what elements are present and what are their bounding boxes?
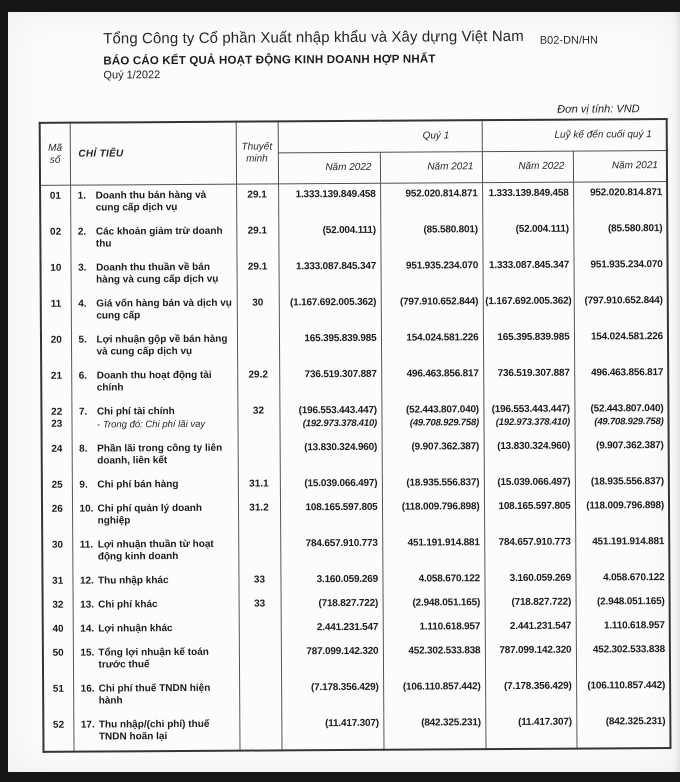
value-main: (13.830.324.960): [304, 441, 378, 454]
value-main: 108.165.597.805: [498, 500, 571, 513]
value-cell: [381, 363, 483, 400]
table-row: [40, 254, 667, 294]
value-main: 784.657.910.773: [305, 537, 378, 550]
row-code: [40, 222, 70, 258]
header-cum-year-2021: Năm 2021: [573, 151, 667, 183]
item-label: Lợi nhuận thuần từ hoạt động kinh doanh: [97, 538, 214, 563]
value-main: (15.039.066.497): [497, 476, 571, 489]
value-cell: [483, 327, 574, 364]
item-number: 15.: [80, 647, 95, 659]
value-main: (52.443.807.040): [405, 404, 479, 416]
value-cell: [279, 328, 381, 365]
value-main: (2.948.051.165): [412, 597, 481, 609]
value-cell: [280, 533, 382, 570]
value-main: 787.099.142.320: [499, 644, 572, 657]
item-label: Tổng lợi nhuận kế toán trước thuế: [98, 646, 209, 671]
item-line: [75, 719, 238, 744]
item-label: Chi phí thuế TNDN hiện hành: [98, 682, 211, 707]
row-note: [237, 328, 279, 364]
code-value: 40: [52, 623, 64, 635]
value-main: 496.463.856.817: [406, 368, 479, 380]
value-cell: [483, 399, 574, 437]
row-item: [72, 498, 238, 535]
value-main: 1.110.618.957: [603, 620, 665, 632]
value-cell: [484, 436, 575, 473]
value-main: (118.009.796.898): [401, 501, 480, 513]
row-item: [73, 642, 239, 679]
value-cell: [573, 182, 667, 219]
row-code: [42, 475, 72, 499]
value-main: (11.417.307): [325, 717, 379, 730]
row-item: [70, 221, 236, 258]
value-main: (718.827.722): [318, 597, 379, 610]
value-main: (797.910.652.844): [584, 295, 663, 307]
row-note: 33: [239, 593, 281, 617]
header-group-cumulative: Luỹ kế đến cuối quý 1: [482, 119, 667, 152]
value-main: 154.024.581.226: [406, 332, 479, 344]
value-sub: (49.708.929.758): [409, 417, 480, 429]
item-number: 5.: [78, 334, 87, 346]
code-value: 26: [51, 503, 63, 515]
item-number: 1.: [77, 190, 86, 202]
item-line: [74, 599, 237, 612]
value-main: (85.580.801): [607, 223, 663, 235]
value-main: 1.333.139.849.458: [488, 187, 569, 200]
header-q1-year-2022: Năm 2022: [278, 152, 380, 184]
table-row: [43, 639, 670, 679]
row-item: [71, 329, 237, 366]
value-main: 1.333.139.849.458: [295, 188, 376, 201]
form-code: B02-DN/HN: [539, 34, 598, 47]
value-cell: [576, 591, 670, 616]
value-main: 951.935.234.070: [590, 259, 663, 271]
item-label: Chi phí tài chính: [96, 406, 175, 418]
item-label: Chi phí quản lý doanh nghiệp: [97, 502, 203, 527]
value-cell: [485, 676, 576, 713]
code-value: 23: [51, 418, 63, 430]
value-cell: [380, 255, 482, 292]
value-main: (52.443.807.040): [590, 403, 664, 415]
value-main: (52.004.111): [322, 224, 376, 237]
table-row: [41, 290, 668, 330]
item-line: [74, 623, 237, 636]
code-value: 50: [52, 647, 64, 659]
header-cum-year-2022: Năm 2022: [482, 151, 573, 183]
code-value: 22: [51, 406, 63, 418]
value-cell: [575, 567, 669, 592]
table-row: [43, 711, 670, 752]
row-code: [43, 619, 73, 643]
value-cell: [485, 616, 576, 641]
item-label: Lợi nhuận khác: [98, 623, 173, 635]
value-cell: [281, 713, 383, 751]
value-cell: [576, 615, 670, 640]
row-item: [72, 570, 238, 595]
row-note: [238, 533, 280, 569]
value-cell: [280, 437, 382, 474]
item-label: Thu nhập/(chi phí) thuế TNDN hoãn lại: [98, 718, 210, 743]
value-cell: [280, 497, 382, 534]
value-cell: [278, 256, 380, 293]
row-note: [239, 713, 281, 750]
value-main: (118.009.796.898): [586, 500, 665, 512]
item-number: 14.: [80, 623, 95, 635]
value-cell: [482, 219, 573, 256]
value-cell: [575, 495, 669, 532]
value-main: (18.935.556.837): [590, 476, 664, 488]
item-number: 7.: [78, 406, 88, 418]
value-main: 2.441.231.547: [316, 621, 379, 634]
item-number: 8.: [79, 443, 88, 455]
value-main: (797.910.652.844): [399, 296, 479, 308]
item-number: 6.: [78, 370, 88, 382]
value-cell: [383, 640, 485, 677]
code-value: 32: [52, 599, 64, 611]
value-cell: [485, 640, 576, 677]
item-line: [74, 575, 237, 588]
value-main: 1.333.087.845.347: [296, 260, 377, 273]
table-row: [41, 326, 668, 366]
header-code: Mã số: [40, 123, 70, 186]
item-label: Thu nhập khác: [97, 575, 169, 587]
item-number: 10.: [79, 503, 94, 515]
row-code: [40, 185, 70, 222]
row-item: [73, 714, 239, 752]
value-cell: [279, 292, 381, 329]
value-main: 952.020.814.871: [405, 188, 478, 200]
value-main: 3.160.059.269: [316, 573, 378, 586]
value-main: 1.110.618.957: [419, 621, 481, 633]
table-row: [41, 362, 668, 402]
code-value: 01: [49, 190, 61, 202]
value-main: (15.039.066.497): [304, 477, 378, 490]
item-number: 3.: [78, 262, 87, 274]
value-cell: [382, 472, 484, 497]
value-cell: [381, 291, 483, 328]
code-value: 24: [51, 443, 63, 455]
table-row: [40, 182, 667, 222]
row-code: [41, 402, 71, 439]
row-item: [73, 678, 239, 715]
value-cell: [279, 364, 381, 401]
item-line: [74, 539, 237, 564]
value-main: (9.907.362.387): [596, 440, 664, 452]
value-main: (196.553.443.447): [491, 403, 570, 416]
code-value: 52: [53, 719, 65, 731]
row-note: 29.1: [236, 220, 278, 256]
code-value: 11: [50, 298, 62, 310]
value-main: 736.519.307.887: [497, 367, 570, 380]
row-code: [42, 439, 72, 475]
row-note: 31.1: [238, 473, 280, 497]
value-cell: [381, 327, 483, 364]
row-code: [42, 571, 72, 595]
value-cell: [482, 255, 573, 292]
value-sub: (192.973.378.410): [495, 416, 571, 429]
value-cell: [281, 593, 383, 618]
income-statement-table: [39, 118, 672, 753]
row-item: [71, 401, 237, 439]
row-code: [43, 679, 73, 715]
unit-label: Đơn vị tính: VND: [557, 103, 640, 116]
value-main: (2.948.051.165): [596, 596, 665, 608]
value-cell: [576, 711, 670, 749]
code-value: 21: [50, 370, 63, 382]
value-cell: [485, 712, 576, 750]
row-code: [41, 366, 71, 402]
row-code: [42, 535, 72, 571]
row-note: 29.1: [236, 256, 278, 292]
value-cell: [383, 592, 485, 617]
company-line: [103, 27, 680, 48]
code-value: 10: [50, 262, 62, 274]
item-label: Doanh thu bán hàng và cung cấp dịch vụ: [95, 189, 207, 214]
row-code: [41, 330, 71, 366]
item-label: Lợi nhuận gộp về bán hàng và cung cấp dịch vụ: [96, 333, 228, 358]
table-body: [40, 182, 670, 752]
value-cell: [383, 616, 485, 641]
value-cell: [574, 362, 668, 399]
value-cell: [482, 182, 573, 219]
row-note: [239, 677, 281, 713]
value-main: (718.827.722): [511, 596, 572, 608]
item-line: [72, 226, 235, 251]
value-cell: [280, 569, 382, 594]
row-note: 29.1: [236, 184, 278, 221]
value-main: 452.302.533.838: [592, 644, 665, 656]
item-label: Chi phí bán hàng: [97, 479, 179, 491]
code-value: 02: [49, 226, 62, 238]
value-cell: [380, 219, 482, 256]
table-row: [41, 398, 668, 439]
item-line: [72, 190, 235, 215]
item-label: Chi phí khác: [98, 599, 158, 611]
value-main: 451.191.914.881: [592, 536, 665, 548]
value-main: 4.058.670.122: [418, 573, 480, 585]
item-line: [72, 262, 235, 287]
item-line: [74, 647, 237, 672]
code-value: 25: [51, 479, 63, 491]
value-cell: [382, 496, 484, 533]
value-cell: [484, 472, 575, 497]
item-label: Doanh thu hoạt động tài chính: [96, 369, 212, 394]
row-item: [70, 184, 236, 222]
row-item: [72, 438, 238, 475]
item-label: Doanh thu thuần về bán hàng và cung cấp dịch vụ: [96, 261, 219, 286]
value-main: (106.110.857.442): [402, 681, 481, 693]
header-q1-year-2021: Năm 2021: [380, 152, 482, 184]
value-cell: [483, 363, 574, 400]
row-item: [73, 618, 239, 643]
value-main: (7.178.356.429): [503, 680, 572, 693]
header-row-groups: [40, 119, 667, 154]
value-cell: [281, 641, 383, 678]
value-main: (52.004.111): [515, 223, 569, 235]
value-main: (1.167.692.005.362): [485, 295, 572, 308]
value-main: 784.657.910.773: [498, 536, 571, 549]
row-item: [71, 293, 237, 330]
value-main: 165.395.839.985: [497, 331, 570, 344]
item-label: Các khoản giảm trừ doanh thu: [95, 225, 223, 250]
value-cell: [278, 183, 380, 220]
value-main: 1.333.087.845.347: [489, 259, 570, 272]
item-number: 2.: [77, 226, 87, 238]
value-main: (1.167.692.005.362): [289, 296, 377, 309]
value-cell: [573, 218, 667, 255]
code-value: 31: [52, 575, 64, 587]
value-cell: [484, 532, 575, 569]
value-main: (7.178.356.429): [310, 681, 379, 694]
row-item: [73, 594, 239, 619]
code-value: 51: [52, 683, 64, 695]
header-group-q1: Quý 1: [278, 120, 482, 153]
header-item: CHỈ TIÊU: [70, 122, 236, 186]
row-note: 29.2: [237, 364, 279, 400]
value-cell: [484, 568, 575, 593]
header-note: Thuyết minh: [236, 121, 278, 184]
item-line: [73, 479, 236, 492]
row-code: [40, 258, 70, 294]
row-code: [41, 294, 71, 330]
value-cell: [575, 531, 669, 568]
item-number: 17.: [80, 719, 95, 731]
value-main: (13.830.324.960): [497, 440, 571, 453]
item-line: [72, 334, 235, 359]
row-item: [72, 474, 238, 499]
value-cell: [281, 677, 383, 714]
value-main: 154.024.581.226: [590, 331, 664, 343]
value-cell: [382, 532, 484, 569]
value-cell: [484, 496, 575, 533]
table-row: [42, 435, 669, 475]
value-main: 165.395.839.985: [304, 332, 377, 345]
value-main: (18.935.556.837): [406, 477, 480, 489]
value-cell: [381, 399, 483, 437]
row-code: [43, 643, 73, 679]
value-main: 2.441.231.547: [509, 620, 572, 632]
row-code: [43, 595, 73, 619]
company-name: Tổng Công ty Cổ phần Xuất nhập khẩu và Xây dựng Việt Nam: [103, 27, 524, 48]
value-cell: [574, 290, 668, 327]
item-line: [73, 503, 236, 528]
value-cell: [574, 398, 668, 436]
value-cell: [380, 183, 482, 220]
row-note: 31.2: [238, 497, 280, 533]
row-note: 32: [237, 400, 279, 437]
value-sub: (49.708.929.758): [594, 416, 664, 428]
row-note: [239, 641, 281, 677]
row-note: 33: [238, 569, 280, 593]
value-main: (11.417.307): [518, 716, 572, 728]
value-cell: [279, 400, 381, 438]
row-item: [71, 365, 237, 402]
item-line: [73, 443, 236, 468]
value-cell: [278, 220, 380, 257]
code-value: 20: [50, 334, 62, 346]
row-code: [43, 715, 73, 752]
report-title: BÁO CÁO KẾT QUẢ HOẠT ĐỘNG KINH DOANH HỢP NHẤT: [103, 53, 436, 68]
item-label: Phần lãi trong công ty liên doanh, liên kết: [97, 442, 223, 467]
value-cell: [574, 326, 668, 363]
row-item: [72, 534, 238, 571]
document-page: [8, 12, 680, 772]
item-label: Giá vốn hàng bán và dịch vụ cung cấp: [96, 297, 232, 322]
item-number: 11.: [79, 539, 94, 551]
value-main: 451.191.914.881: [407, 537, 480, 549]
table-row: [40, 218, 667, 258]
table-row: [43, 675, 670, 715]
value-cell: [281, 617, 383, 642]
value-cell: [383, 712, 485, 750]
item-number: 13.: [80, 599, 95, 611]
item-line: [75, 683, 238, 708]
value-main: 951.935.234.070: [405, 260, 479, 272]
value-sub: (192.973.378.410): [302, 417, 378, 430]
value-cell: [485, 592, 576, 617]
item-line: [73, 406, 236, 419]
value-cell: [576, 639, 670, 676]
value-main: 4.058.670.122: [603, 572, 665, 584]
item-number: 9.: [79, 479, 88, 491]
value-main: 452.302.533.838: [408, 645, 481, 657]
report-period: Quý 1/2022: [103, 69, 161, 82]
item-line: [72, 298, 235, 323]
item-number: 12.: [79, 575, 94, 587]
value-cell: [575, 435, 669, 472]
value-cell: [576, 675, 670, 712]
value-cell: [382, 436, 484, 473]
value-main: 3.160.059.269: [509, 572, 571, 584]
table-header: [40, 119, 667, 185]
row-note: [238, 437, 280, 473]
document-header: [103, 27, 680, 82]
item-number: 16.: [80, 683, 95, 695]
code-value: 30: [51, 539, 64, 551]
row-item: [70, 257, 236, 294]
value-cell: [382, 568, 484, 593]
value-main: (106.110.857.442): [587, 680, 666, 692]
value-main: (85.580.801): [423, 224, 478, 236]
value-main: 496.463.856.817: [591, 367, 664, 379]
row-note: [239, 617, 281, 641]
item-number: 4.: [78, 298, 87, 310]
page-content: [8, 10, 680, 774]
value-cell: [573, 254, 667, 291]
value-main: 108.165.597.805: [305, 501, 378, 514]
row-code: [42, 499, 72, 535]
table-row: [42, 495, 669, 535]
value-main: 952.020.814.871: [590, 187, 663, 199]
item-sub-label: - Trong đó: Chi phí lãi vay: [96, 418, 206, 431]
value-main: (842.325.231): [421, 717, 481, 729]
value-main: 787.099.142.320: [306, 645, 379, 658]
value-main: (9.907.362.387): [411, 441, 480, 453]
value-cell: [280, 473, 382, 498]
value-cell: [483, 291, 574, 328]
item-line: [73, 370, 236, 395]
value-main: (842.325.231): [605, 716, 666, 728]
table-row: [42, 531, 669, 571]
row-note: 30: [237, 292, 279, 328]
value-main: (196.553.443.447): [298, 404, 377, 417]
value-cell: [383, 676, 485, 713]
value-main: 736.519.307.887: [304, 368, 377, 381]
value-cell: [575, 471, 669, 496]
